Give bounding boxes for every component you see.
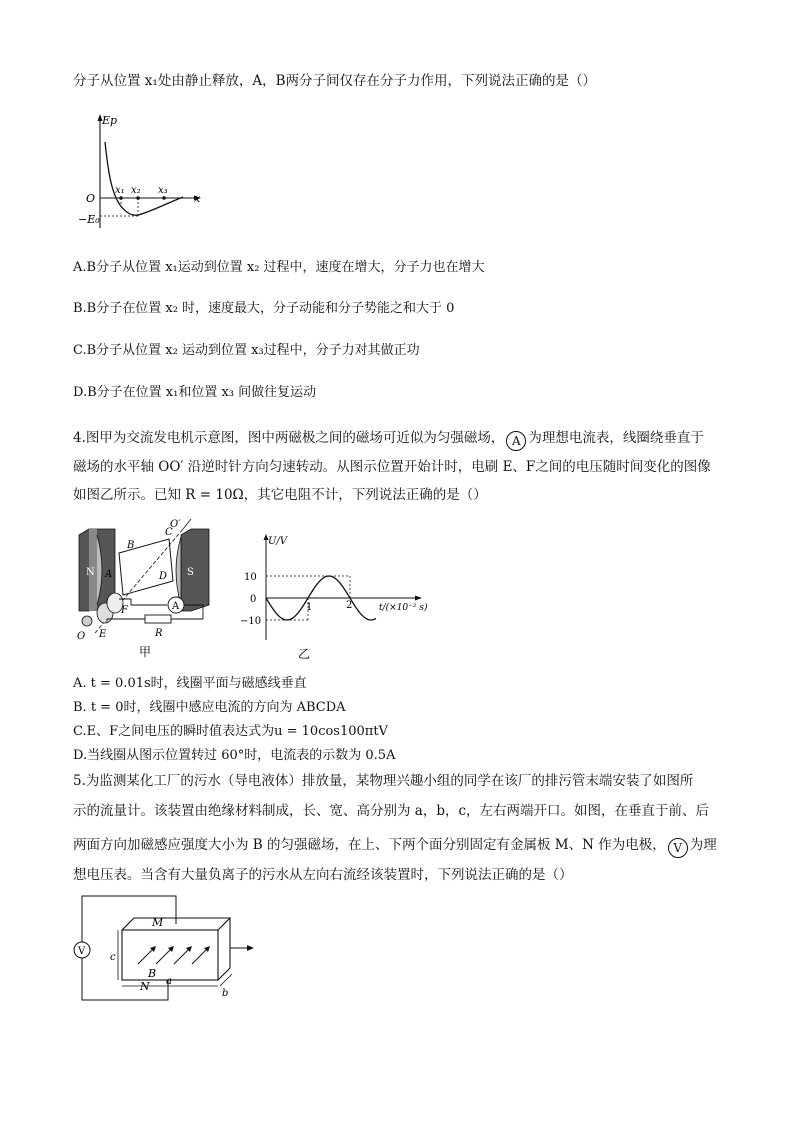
svg-text:R: R <box>155 628 163 639</box>
q5-stem-line4: 想电压表。当含有大量负离子的污水从左向右流经该装置时，下列说法正确的是（） <box>73 867 573 883</box>
svg-text:x₁: x₁ <box>115 185 125 196</box>
box-front <box>122 930 218 980</box>
ammeter-icon: A <box>506 431 526 451</box>
q4-stem-line2: 磁场的水平轴 OO′ 沿逆时针方向匀速转动。从图示位置开始计时，电刷 E、F之间的电压随时间变化的图像 <box>73 459 711 475</box>
q3-option-d[interactable]: D.B分子在位置 x₁和位置 x₃ 间做往复运动 <box>73 385 317 400</box>
svg-text:O: O <box>86 192 96 205</box>
svg-text:b: b <box>222 988 229 999</box>
voltmeter-icon: V <box>668 838 688 858</box>
svg-text:B: B <box>127 540 135 551</box>
svg-text:t/(×10⁻² s): t/(×10⁻² s) <box>379 603 428 613</box>
svg-text:10: 10 <box>244 572 257 583</box>
q5-stem-line3: 两面方向加磁感应强度大小为 B 的匀强磁场，在上、下两个面分别固定有金属板 M、N 作为电极， V 为理 <box>73 835 717 858</box>
svg-text:2: 2 <box>346 600 353 611</box>
resistor <box>145 615 171 623</box>
svg-text:D: D <box>159 571 168 582</box>
svg-text:U/V: U/V <box>268 536 288 547</box>
q4-stem-line1: 4.图甲为交流发电机示意图，图中两磁极之间的磁场可近似为匀强磁场， A 为理想电流表，线圈绕垂直于 <box>73 428 704 451</box>
ep-label: Ep <box>102 114 118 127</box>
svg-text:A: A <box>172 601 180 612</box>
svg-text:V: V <box>78 946 86 957</box>
svg-text:M: M <box>152 916 164 929</box>
svg-text:−10: −10 <box>240 616 262 627</box>
q5-flowmeter-figure <box>70 890 260 1005</box>
q4-generator-figure <box>75 515 225 660</box>
svg-text:−E₀: −E₀ <box>78 213 100 226</box>
svg-text:N: N <box>140 980 150 993</box>
svg-text:x: x <box>194 192 201 205</box>
svg-text:c: c <box>110 952 116 963</box>
caption-jia: 甲 <box>139 645 152 659</box>
q4-stem-line3: 如图乙所示。已知 R = 10Ω，其它电阻不计，下列说法正确的是（） <box>73 487 487 503</box>
svg-text:0: 0 <box>250 594 257 605</box>
svg-text:x₂: x₂ <box>131 185 141 196</box>
q4-option-c[interactable]: C.E、F之间电压的瞬时值表达式为u = 10cos100πtV <box>73 724 388 739</box>
svg-text:B: B <box>148 967 157 980</box>
q3-option-a[interactable]: A.B分子从位置 x₁运动到位置 x₂ 过程中，速度在增大，分子力也在增大 <box>73 260 485 275</box>
q4-option-a[interactable]: A. t = 0.01s时，线圈平面与磁感线垂直 <box>73 676 307 691</box>
q5-stem-line2: 示的流量计。该装置由绝缘材料制成，长、宽、高分别为 a，b，c，左右两端开口。如图，在垂直于前、后 <box>73 803 710 819</box>
svg-text:E: E <box>99 629 107 640</box>
q3-stem: 分子从位置 x₁处由静止释放，A，B两分子间仅存在分子力作用，下列说法正确的是（） <box>73 73 596 89</box>
svg-text:N: N <box>86 567 95 578</box>
q3-option-b[interactable]: B.B分子在位置 x₂ 时，速度最大，分子动能和分子势能之和大于 0 <box>73 301 455 316</box>
q5-stem-line1: 5.为监测某化工厂的污水（导电液体）排放量，某物理兴趣小组的同学在该厂的排污管末端安装了如图所 <box>73 773 694 789</box>
svg-text:a: a <box>166 976 172 987</box>
svg-text:A: A <box>105 569 113 580</box>
svg-text:F: F <box>121 605 128 616</box>
svg-text:S: S <box>187 567 194 578</box>
q4-voltage-graph <box>238 532 428 662</box>
s-pole <box>181 529 209 611</box>
svg-text:1: 1 <box>306 602 313 613</box>
q4-option-d[interactable]: D.当线圈从图示位置转过 60°时，电流表的示数为 0.5A <box>73 748 396 763</box>
svg-text:O: O <box>77 631 86 642</box>
q4-option-b[interactable]: B. t = 0时，线圈中感应电流的方向为 ABCDA <box>73 700 346 715</box>
q3-ep-graph <box>78 110 208 235</box>
q3-option-c[interactable]: C.B分子从位置 x₂ 运动到位置 x₃过程中，分子力对其做正功 <box>73 343 420 358</box>
svg-text:C: C <box>165 527 173 538</box>
svg-text:O′: O′ <box>170 519 181 530</box>
ep-curve <box>105 142 183 215</box>
svg-text:x₃: x₃ <box>158 185 168 196</box>
caption-yi: 乙 <box>298 647 311 661</box>
